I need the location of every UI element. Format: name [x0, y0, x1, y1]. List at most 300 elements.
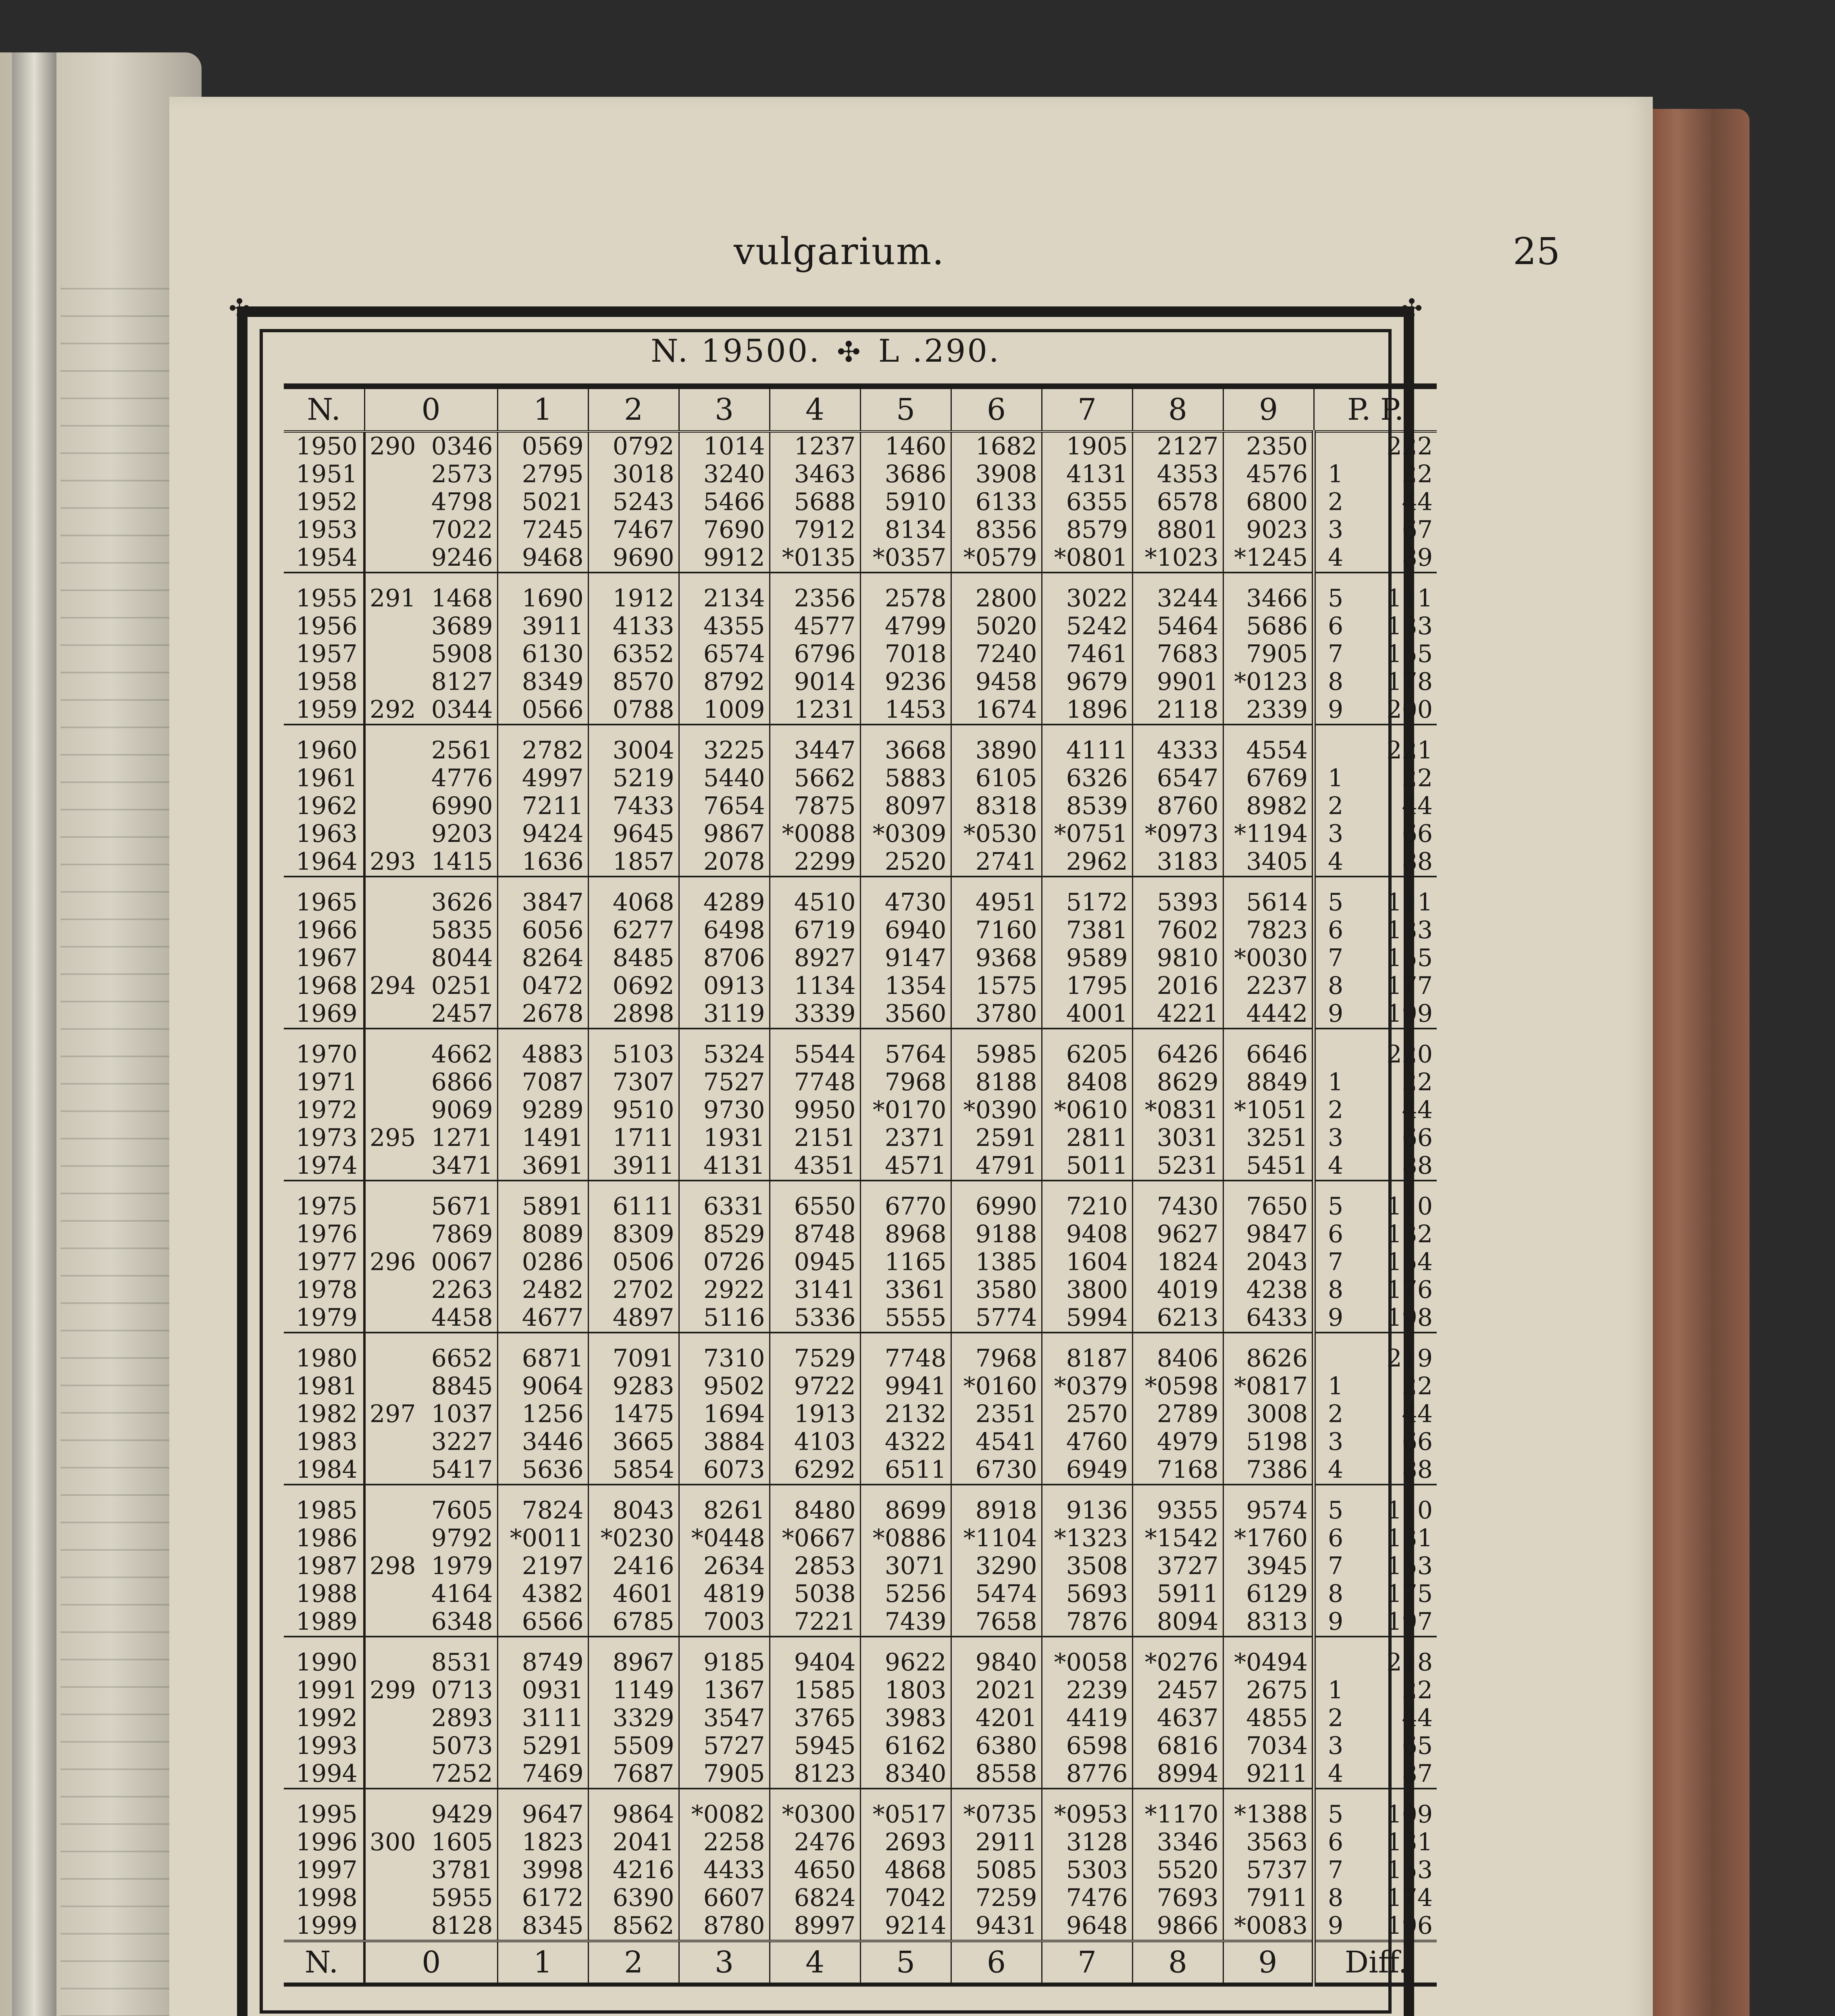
mantissa-cell: 6770 — [860, 1193, 951, 1220]
table-row — [284, 1124, 1437, 1152]
mantissa-cell: 0792 — [588, 431, 679, 460]
running-head-word: vulgarium. — [734, 230, 945, 273]
proportional-part — [1314, 820, 1437, 848]
row-number: 1964 — [296, 848, 358, 876]
mantissa-cell: 6277 — [588, 916, 679, 944]
leading-digits: 297 — [370, 1400, 416, 1428]
mantissa-cell: 3446 — [497, 1428, 588, 1456]
mantissa-cell — [364, 460, 497, 488]
separator-cell — [1223, 1637, 1314, 1649]
table-row — [284, 1497, 1437, 1524]
mantissa-cell: 6949 — [1042, 1456, 1132, 1485]
pp-value: 111 — [1386, 584, 1433, 612]
separator-cell — [1223, 1789, 1314, 1801]
mantissa-cell: 2371 — [860, 1124, 951, 1152]
mantissa-cell: 3580 — [951, 1276, 1042, 1304]
mantissa-cell: 4799 — [860, 612, 951, 640]
table-row — [284, 1608, 1437, 1637]
mantissa-cell: 5021 — [497, 488, 588, 516]
separator-cell — [1314, 573, 1437, 585]
mantissa-value: 7869 — [431, 1220, 493, 1248]
mantissa-cell: 2021 — [951, 1677, 1042, 1704]
mantissa-cell: 9690 — [588, 544, 679, 573]
mantissa-cell: 6566 — [497, 1608, 588, 1637]
mantissa-cell — [364, 1124, 497, 1152]
table-row — [284, 1000, 1437, 1029]
mantissa-cell: 2151 — [770, 1124, 860, 1152]
row-number: 1995 — [296, 1800, 358, 1829]
pp-value: 110 — [1386, 1192, 1433, 1220]
table-row — [284, 1552, 1437, 1580]
mantissa-cell: 3225 — [679, 737, 770, 764]
pp-value: 44 — [1402, 488, 1433, 516]
table-body — [284, 431, 1437, 1941]
separator-cell — [679, 1333, 770, 1345]
proportional-part — [1314, 1428, 1437, 1456]
mantissa-cell: 8340 — [860, 1760, 951, 1789]
separator-cell — [1223, 573, 1314, 585]
pp-index: 2 — [1328, 1400, 1344, 1428]
separator-cell — [364, 1789, 497, 1801]
proportional-part — [1314, 1220, 1437, 1248]
mantissa-cell: 2800 — [951, 585, 1042, 612]
leading-digits: 295 — [370, 1124, 416, 1152]
pp-value: 155 — [1386, 944, 1433, 972]
table-row — [284, 1801, 1437, 1829]
mantissa-value: 4798 — [431, 488, 493, 516]
mantissa-cell: 7386 — [1223, 1456, 1314, 1485]
table-row — [284, 916, 1437, 944]
mantissa-cell: 9289 — [497, 1096, 588, 1124]
separator-cell — [860, 725, 951, 737]
separator-cell — [770, 573, 860, 585]
mantissa-value: 1415 — [431, 848, 493, 876]
mantissa-cell: 2678 — [497, 1000, 588, 1029]
mantissa-cell — [364, 1068, 497, 1096]
proportional-part — [1314, 1856, 1437, 1884]
pp-value: 196 — [1386, 1912, 1433, 1940]
group-separator — [284, 573, 1437, 585]
table-row — [284, 1760, 1437, 1789]
separator-cell — [284, 1485, 364, 1497]
mantissa-cell: 8570 — [588, 668, 679, 696]
mantissa-value: 0251 — [431, 972, 493, 1000]
separator-cell — [951, 1485, 1042, 1497]
mantissa-cell: 9840 — [951, 1649, 1042, 1677]
mantissa-cell — [364, 585, 497, 612]
table-row — [284, 1829, 1437, 1856]
mantissa-cell: 3686 — [860, 460, 951, 488]
mantissa-cell: *1051 — [1223, 1096, 1314, 1124]
mantissa-cell: 5038 — [770, 1580, 860, 1608]
mantissa-cell: 1014 — [679, 431, 770, 460]
mantissa-cell: 5774 — [951, 1304, 1042, 1333]
mantissa-cell: *0610 — [1042, 1096, 1132, 1124]
column-footer: 3 — [679, 1941, 770, 1985]
pp-index: 7 — [1328, 1248, 1344, 1276]
pp-index: 6 — [1328, 612, 1344, 640]
mantissa-cell: 2578 — [860, 585, 951, 612]
pp-index: 4 — [1328, 848, 1344, 876]
mantissa-cell: 7693 — [1132, 1884, 1223, 1912]
separator-cell — [1314, 1029, 1437, 1041]
mantissa-cell: *0083 — [1223, 1912, 1314, 1941]
mantissa-value: 0344 — [431, 696, 493, 724]
separator-cell — [770, 877, 860, 889]
table-row — [284, 1304, 1437, 1333]
separator-cell — [1223, 877, 1314, 889]
separator-cell — [1223, 1485, 1314, 1497]
mantissa-cell: 6205 — [1042, 1041, 1132, 1068]
mantissa-cell: 7658 — [951, 1608, 1042, 1637]
table-row — [284, 612, 1437, 640]
separator-cell — [770, 1637, 860, 1649]
mantissa-cell: 6331 — [679, 1193, 770, 1220]
mantissa-cell — [364, 1456, 497, 1485]
row-number: 1996 — [296, 1828, 358, 1856]
row-number: 1988 — [296, 1580, 358, 1608]
mantissa-cell: 3240 — [679, 460, 770, 488]
separator-cell — [860, 1789, 951, 1801]
mantissa-cell: 7905 — [1223, 640, 1314, 668]
proportional-part — [1314, 1912, 1437, 1941]
mantissa-cell: 6769 — [1223, 764, 1314, 792]
mantissa-cell: 4577 — [770, 612, 860, 640]
mantissa-cell: 3004 — [588, 737, 679, 764]
mantissa-cell: 5116 — [679, 1304, 770, 1333]
leading-digits: 296 — [370, 1248, 416, 1276]
pp-index: 6 — [1328, 1524, 1344, 1552]
proportional-part — [1314, 1304, 1437, 1333]
mantissa-cell: 6073 — [679, 1456, 770, 1485]
mantissa-cell: 1453 — [860, 696, 951, 725]
separator-cell — [588, 1333, 679, 1345]
mantissa-cell: 6550 — [770, 1193, 860, 1220]
mantissa-cell: 3128 — [1042, 1829, 1132, 1856]
separator-cell — [364, 1181, 497, 1193]
mantissa-cell: 6213 — [1132, 1304, 1223, 1333]
mantissa-cell: *0135 — [770, 544, 860, 573]
mantissa-cell: *0058 — [1042, 1649, 1132, 1677]
separator-cell — [951, 1789, 1042, 1801]
separator-cell — [1042, 725, 1132, 737]
row-number: 1969 — [296, 1000, 358, 1028]
row-number: 1957 — [296, 640, 358, 668]
row-number: 1976 — [296, 1220, 358, 1248]
mantissa-cell: 9574 — [1223, 1497, 1314, 1524]
mantissa-cell: 6111 — [588, 1193, 679, 1220]
mantissa-value: 1037 — [431, 1400, 493, 1428]
separator-cell — [284, 1637, 364, 1649]
row-number: 1986 — [296, 1524, 358, 1552]
column-header: 7 — [1042, 386, 1132, 431]
proportional-part — [1314, 1096, 1437, 1124]
mantissa-cell: 7034 — [1223, 1732, 1314, 1760]
mantissa-cell: 1009 — [679, 696, 770, 725]
mantissa-value: 4776 — [431, 764, 493, 792]
leading-digits: 300 — [370, 1828, 416, 1856]
mantissa-cell: 3983 — [860, 1704, 951, 1732]
mantissa-cell: 1475 — [588, 1400, 679, 1428]
pp-index: 8 — [1328, 1884, 1344, 1912]
mantissa-value: 5835 — [431, 916, 493, 944]
separator-cell — [1314, 1181, 1437, 1193]
mantissa-cell: 8968 — [860, 1220, 951, 1248]
mantissa-cell: 3141 — [770, 1276, 860, 1304]
mantissa-cell: 5011 — [1042, 1152, 1132, 1181]
group-separator — [284, 877, 1437, 889]
column-footer: 1 — [497, 1941, 588, 1985]
table-row — [284, 460, 1437, 488]
mantissa-cell — [364, 612, 497, 640]
mantissa-cell: 6172 — [497, 1884, 588, 1912]
mantissa-cell: 8408 — [1042, 1068, 1132, 1096]
row-number: 1972 — [296, 1096, 358, 1124]
row-number: 1983 — [296, 1428, 358, 1456]
separator-cell — [284, 1029, 364, 1041]
mantissa-cell: 7690 — [679, 516, 770, 544]
mantissa-cell: 4510 — [770, 889, 860, 916]
pp-index: 9 — [1328, 696, 1344, 724]
row-number: 1989 — [296, 1608, 358, 1636]
mantissa-cell: 8313 — [1223, 1608, 1314, 1637]
separator-cell — [1132, 877, 1223, 889]
mantissa-cell: 4419 — [1042, 1704, 1132, 1732]
separator-cell — [1132, 1029, 1223, 1041]
mantissa-cell: 6940 — [860, 916, 951, 944]
separator-cell — [284, 725, 364, 737]
mantissa-cell: 5172 — [1042, 889, 1132, 916]
mantissa-cell: 8318 — [951, 792, 1042, 820]
separator-cell — [364, 1637, 497, 1649]
mantissa-cell: 3251 — [1223, 1124, 1314, 1152]
pp-value: 178 — [1386, 668, 1433, 696]
group-separator — [284, 1029, 1437, 1041]
row-number: 1970 — [296, 1040, 358, 1068]
table-row — [284, 585, 1437, 612]
mantissa-cell: 8792 — [679, 668, 770, 696]
mantissa-cell: 8749 — [497, 1649, 588, 1677]
mantissa-value: 9792 — [431, 1524, 493, 1552]
row-number: 1967 — [296, 944, 358, 972]
mantissa-cell: 8188 — [951, 1068, 1042, 1096]
separator-cell — [951, 1029, 1042, 1041]
pp-value: 89 — [1402, 544, 1433, 572]
separator-cell — [860, 1181, 951, 1193]
mantissa-cell: 3071 — [860, 1552, 951, 1580]
mantissa-value: 7022 — [431, 516, 493, 544]
mantissa-cell: 7433 — [588, 792, 679, 820]
mantissa-cell: 9147 — [860, 944, 951, 972]
mantissa-cell: 4433 — [679, 1856, 770, 1884]
mantissa-cell: 1674 — [951, 696, 1042, 725]
mantissa-cell: 6433 — [1223, 1304, 1314, 1333]
pp-value: 22 — [1402, 1068, 1433, 1096]
mantissa-cell: 6105 — [951, 764, 1042, 792]
column-footer: 0 — [364, 1941, 497, 1985]
mantissa-cell: 7602 — [1132, 916, 1223, 944]
mantissa-cell: 2132 — [860, 1400, 951, 1428]
mantissa-value: 1605 — [431, 1828, 493, 1856]
mantissa-cell: *0817 — [1223, 1372, 1314, 1400]
mantissa-value: 5955 — [431, 1884, 493, 1912]
mantissa-cell: 6990 — [951, 1193, 1042, 1220]
separator-cell — [1132, 1637, 1223, 1649]
mantissa-value: 8128 — [431, 1912, 493, 1940]
mantissa-cell: 8539 — [1042, 792, 1132, 820]
mantissa-cell: 1165 — [860, 1248, 951, 1276]
mantissa-cell: 4382 — [497, 1580, 588, 1608]
table-title — [248, 333, 1404, 369]
mantissa-cell: 3244 — [1132, 585, 1223, 612]
mantissa-cell: 1585 — [770, 1677, 860, 1704]
mantissa-cell: 4333 — [1132, 737, 1223, 764]
mantissa-cell: *1245 — [1223, 544, 1314, 573]
pp-value: 153 — [1386, 1856, 1433, 1884]
mantissa-cell: *0886 — [860, 1524, 951, 1552]
mantissa-cell: 3847 — [497, 889, 588, 916]
fleuron-icon: ✣ — [837, 335, 862, 369]
mantissa-cell: 4322 — [860, 1428, 951, 1456]
mantissa-cell: 6785 — [588, 1608, 679, 1637]
mantissa-cell: 7259 — [951, 1884, 1042, 1912]
mantissa-cell: 4103 — [770, 1428, 860, 1456]
mantissa-cell: 7527 — [679, 1068, 770, 1096]
pp-index: 4 — [1328, 1152, 1344, 1180]
mantissa-cell: 6326 — [1042, 764, 1132, 792]
book-spine-strip — [12, 52, 56, 2016]
mantissa-value: 0346 — [431, 432, 493, 460]
table-row — [284, 820, 1437, 848]
mantissa-cell: 9950 — [770, 1096, 860, 1124]
separator-cell — [1314, 1637, 1437, 1649]
group-separator — [284, 725, 1437, 737]
mantissa-cell: 8706 — [679, 944, 770, 972]
mantissa-cell: 9211 — [1223, 1760, 1314, 1789]
mantissa-cell: 9622 — [860, 1649, 951, 1677]
mantissa-value: 2893 — [431, 1704, 493, 1732]
mantissa-cell: 3022 — [1042, 585, 1132, 612]
separator-cell — [1132, 573, 1223, 585]
separator-cell — [284, 1789, 364, 1801]
mantissa-cell: 5985 — [951, 1041, 1042, 1068]
mantissa-cell: 9188 — [951, 1220, 1042, 1248]
mantissa-cell: *0011 — [497, 1524, 588, 1552]
mantissa-cell: 4221 — [1132, 1000, 1223, 1029]
mantissa-cell: 5393 — [1132, 889, 1223, 916]
separator-cell — [284, 1181, 364, 1193]
separator-cell — [588, 573, 679, 585]
column-header: 0 — [364, 386, 497, 431]
mantissa-cell: 1354 — [860, 972, 951, 1000]
mantissa-cell: 5910 — [860, 488, 951, 516]
table-row — [284, 544, 1437, 573]
mantissa-cell: 2741 — [951, 848, 1042, 877]
mantissa-cell: 5243 — [588, 488, 679, 516]
separator-cell — [770, 1485, 860, 1497]
corner-ornament-icon: ✣ — [229, 294, 250, 324]
mantissa-value: 3689 — [431, 612, 493, 640]
leading-digits: 290 — [370, 432, 416, 460]
pp-value: 87 — [1402, 1760, 1433, 1788]
pp-index: 9 — [1328, 1000, 1344, 1028]
mantissa-value: 9069 — [431, 1096, 493, 1124]
row-number: 1959 — [296, 696, 358, 724]
mantissa-cell: 8918 — [951, 1497, 1042, 1524]
mantissa-cell: 9014 — [770, 668, 860, 696]
mantissa-cell: 5994 — [1042, 1304, 1132, 1333]
pp-value: 220 — [1386, 1040, 1433, 1068]
mantissa-cell: *0276 — [1132, 1649, 1223, 1677]
mantissa-cell: 4997 — [497, 764, 588, 792]
mantissa-cell: 3447 — [770, 737, 860, 764]
pp-value: 67 — [1402, 516, 1433, 544]
mantissa-cell: 9589 — [1042, 944, 1132, 972]
mantissa-cell: 4571 — [860, 1152, 951, 1181]
mantissa-cell: 9679 — [1042, 668, 1132, 696]
separator-cell — [364, 725, 497, 737]
mantissa-cell: 4201 — [951, 1704, 1042, 1732]
mantissa-cell: 9627 — [1132, 1220, 1223, 1248]
mantissa-cell: *0530 — [951, 820, 1042, 848]
pp-value: 44 — [1402, 1096, 1433, 1124]
mantissa-cell: 4730 — [860, 889, 951, 916]
mantissa-cell — [364, 668, 497, 696]
mantissa-cell: 9458 — [951, 668, 1042, 696]
mantissa-cell: 5883 — [860, 764, 951, 792]
mantissa-cell: 8187 — [1042, 1345, 1132, 1372]
mantissa-cell: 7160 — [951, 916, 1042, 944]
separator-cell — [1314, 1789, 1437, 1801]
pp-index: 5 — [1328, 888, 1344, 916]
mantissa-cell: 2789 — [1132, 1400, 1223, 1428]
mantissa-cell: 8967 — [588, 1649, 679, 1677]
mantissa-value: 3626 — [431, 888, 493, 916]
pp-index: 7 — [1328, 1552, 1344, 1580]
mantissa-cell: 4289 — [679, 889, 770, 916]
proportional-part — [1314, 1704, 1437, 1732]
column-footer: 7 — [1042, 1941, 1132, 1985]
mantissa-cell: *0160 — [951, 1372, 1042, 1400]
mantissa-cell: 9355 — [1132, 1497, 1223, 1524]
pp-value: 221 — [1386, 736, 1433, 764]
separator-cell — [679, 1029, 770, 1041]
mantissa-cell: *1194 — [1223, 820, 1314, 848]
table-title-log: L .290. — [878, 333, 1001, 369]
mantissa-cell: 3508 — [1042, 1552, 1132, 1580]
mantissa-cell: 2043 — [1223, 1248, 1314, 1276]
pp-value: 22 — [1402, 460, 1433, 488]
pp-value: 65 — [1402, 1732, 1433, 1760]
group-separator — [284, 1333, 1437, 1345]
pp-value: 175 — [1386, 1580, 1433, 1608]
separator-cell — [860, 1333, 951, 1345]
separator-cell — [1223, 1181, 1314, 1193]
separator-cell — [497, 725, 588, 737]
mantissa-cell: 7467 — [588, 516, 679, 544]
pp-value: 44 — [1402, 1400, 1433, 1428]
mantissa-cell: 8309 — [588, 1220, 679, 1248]
proportional-part — [1314, 1732, 1437, 1760]
mantissa-cell: 9867 — [679, 820, 770, 848]
table-row — [284, 1456, 1437, 1485]
mantissa-cell: 4238 — [1223, 1276, 1314, 1304]
separator-cell — [1223, 725, 1314, 737]
mantissa-cell: 4760 — [1042, 1428, 1132, 1456]
pp-index: 8 — [1328, 1580, 1344, 1608]
mantissa-cell: 3346 — [1132, 1829, 1223, 1856]
mantissa-cell: 7905 — [679, 1760, 770, 1789]
